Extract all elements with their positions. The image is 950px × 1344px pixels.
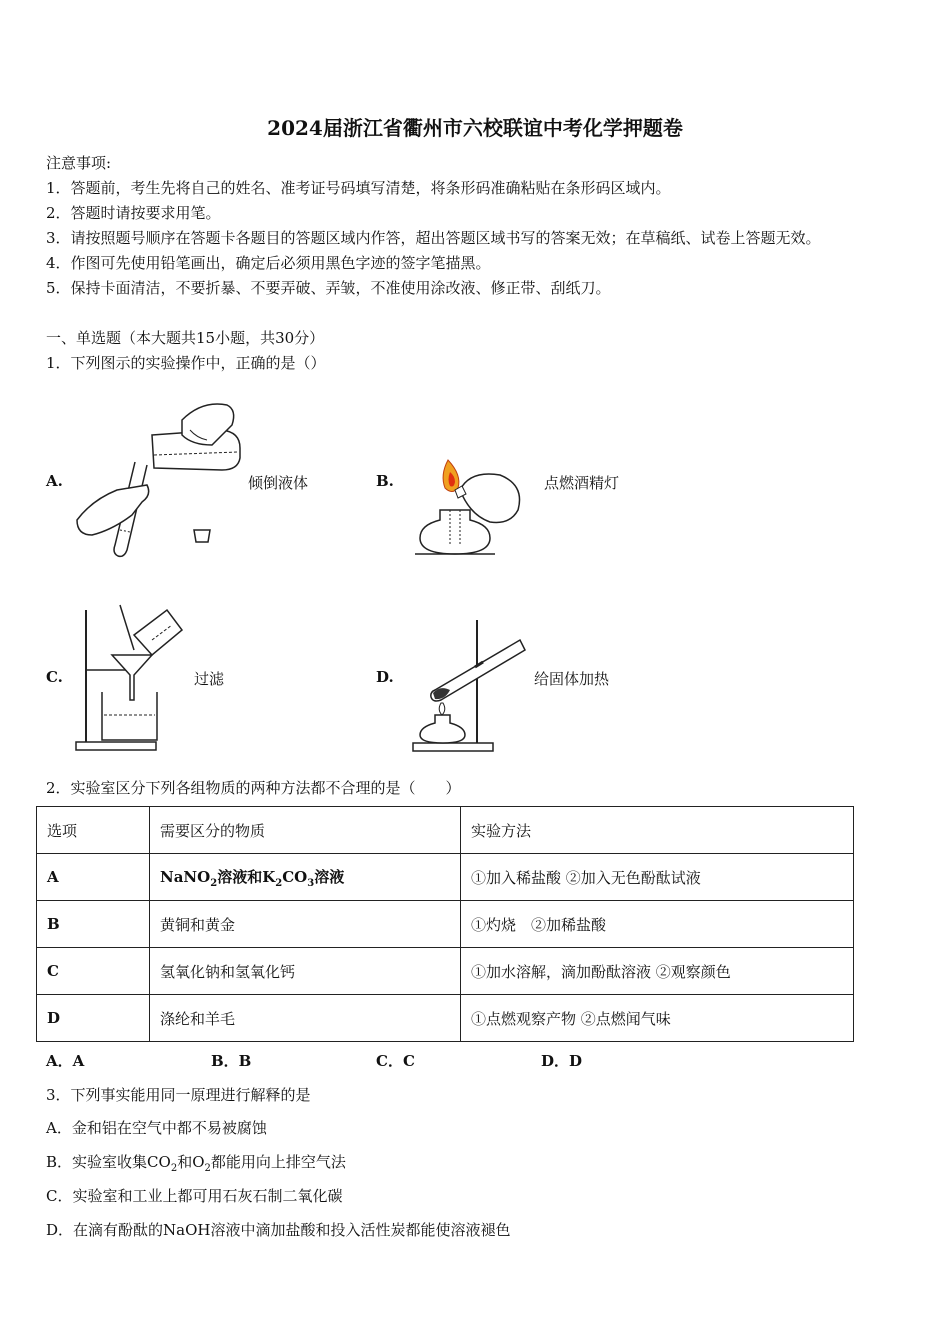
question-1-stem: 1．下列图示的实验操作中，正确的是（） <box>46 354 326 372</box>
q3-option-d: D．在滴有酚酞的NaOH溶液中滴加盐酸和投入活性炭都能使溶液褪色 <box>46 1221 511 1239</box>
table-row <box>37 948 854 995</box>
q2-answer-b: B．B <box>211 1052 252 1070</box>
q2-answer-c: C．C <box>376 1052 415 1070</box>
row-method: ①加入稀盐酸 ②加入无色酚酞试液 <box>461 854 854 901</box>
filtration-illustration <box>72 600 187 755</box>
heating-solid-illustration <box>405 615 530 755</box>
q1-option-a-label: A. <box>46 472 63 490</box>
q1-option-d-caption: 给固体加热 <box>534 670 610 688</box>
notice-item: 4．作图可先使用铅笔画出，确定后必须用黑色字迹的签字笔描黑。 <box>46 254 491 272</box>
table-header-cell: 实验方法 <box>461 807 854 854</box>
row-method: ①加水溶解，滴加酚酞溶液 ②观察颜色 <box>461 948 854 995</box>
q2-answer-d: D．D <box>541 1052 583 1070</box>
row-option: A <box>47 868 59 886</box>
row-substances: 氢氧化钠和氢氧化钙 <box>150 948 461 995</box>
table-header-cell: 需要区分的物质 <box>150 807 461 854</box>
row-option: C <box>47 962 59 980</box>
notice-item: 1．答题前，考生先将自己的姓名、准考证号码填写清楚，将条形码准确粘贴在条形码区域内。 <box>46 179 671 197</box>
q2-table <box>36 806 854 1042</box>
notice-item: 5．保持卡面清洁，不要折暴、不要弄破、弄皱，不准使用涂改液、修正带、刮纸刀。 <box>46 279 611 297</box>
section-heading: 一、单选题（本大题共15小题，共30分） <box>46 329 325 347</box>
row-substances: NaNO$_2$溶液和$K_2CO_3$溶液 <box>150 854 461 901</box>
q1-option-b-caption: 点燃酒精灯 <box>544 474 620 492</box>
table-header-cell: 选项 <box>37 807 150 854</box>
row-option: D <box>47 1009 61 1027</box>
row-option: B <box>47 915 60 933</box>
page-title: 2024届浙江省衢州市六校联谊中考化学押题卷 <box>267 116 683 140</box>
table-row <box>37 901 854 948</box>
notice-item: 2．答题时请按要求用笔。 <box>46 204 221 222</box>
q1-option-a-caption: 倾倒液体 <box>248 474 309 492</box>
notice-heading: 注意事项: <box>46 154 112 172</box>
notice-item: 3．请按照题号顺序在答题卡各题目的答题区域内作答，超出答题区域书写的答案无效；在草稿纸、试卷上答题无效。 <box>46 229 821 247</box>
q3-option-b: B．实验室收集$CO_2$和$O_2$都能用向上排空气法 <box>46 1153 346 1174</box>
q1-option-b-label: B. <box>376 472 394 490</box>
row-method: ①灼烧 ②加稀盐酸 <box>461 901 854 948</box>
row-substances: 黄铜和黄金 <box>150 901 461 948</box>
lighting-alcohol-lamp-illustration <box>400 450 540 560</box>
question-3-stem: 3．下列事实能用同一原理进行解释的是 <box>46 1086 311 1104</box>
pouring-liquid-illustration <box>72 390 247 560</box>
question-2-stem: 2．实验室区分下列各组物质的两种方法都不合理的是（ ） <box>46 779 461 797</box>
q2-answer-a: A．A <box>46 1052 85 1070</box>
q3-option-c: C．实验室和工业上都可用石灰石制二氧化碳 <box>46 1187 343 1205</box>
q3-option-a: A．金和铝在空气中都不易被腐蚀 <box>46 1119 267 1137</box>
row-substances: 涤纶和羊毛 <box>150 995 461 1042</box>
row-method: ①点燃观察产物 ②点燃闻气味 <box>461 995 854 1042</box>
table-row <box>37 995 854 1042</box>
q1-option-c-caption: 过滤 <box>194 670 225 688</box>
q1-option-c-label: C. <box>46 668 63 686</box>
table-header-row <box>37 807 854 854</box>
q1-option-d-label: D. <box>376 668 394 686</box>
table-row <box>37 854 854 901</box>
